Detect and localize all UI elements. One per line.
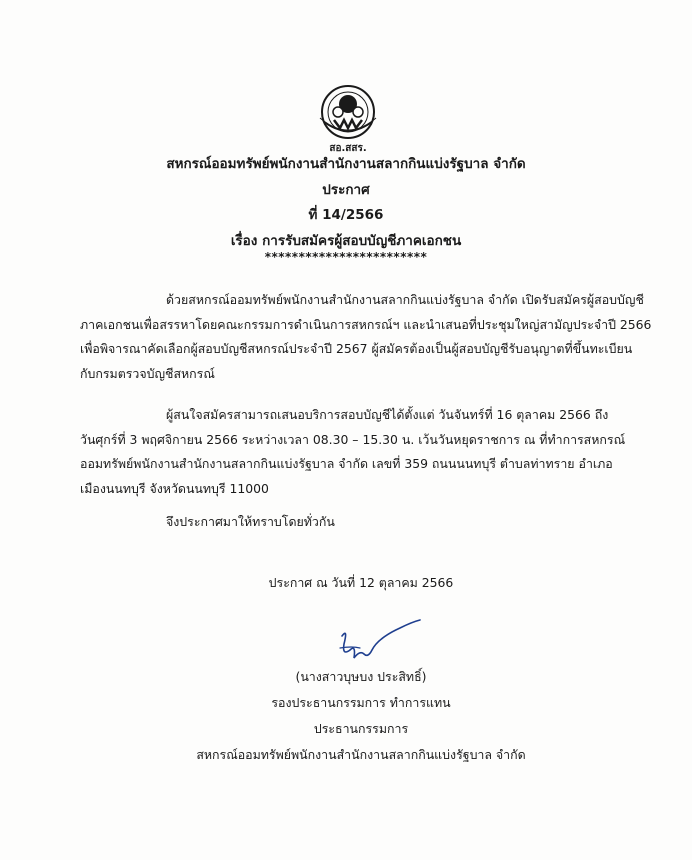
paragraph-1 (80, 288, 652, 386)
paragraph-line: กับกรมตรวจบัญชีสหกรณ์ (80, 365, 215, 381)
paragraph-line: ด้วยสหกรณ์ออมทรัพย์พนักงานสำนักงานสลากกินแบ่งรัฐบาล จำกัด เปิดรับสมัครผู้สอบบัญชี (166, 292, 644, 307)
paragraph-line: วันศุกร์ที่ 3 พฤศจิกายน 2566 ระหว่างเวลา 08.30 – 15.30 น. เว้นวันหยุดราชการ ณ ที่ทำการสหกรณ์ (80, 431, 626, 447)
divider: ************************ (264, 250, 428, 264)
announcement-date: ประกาศ ณ วันที่ 12 ตุลาคม 2566 (268, 575, 454, 590)
signer-name: (นางสาวบุษบง ประสิทธิ์) (295, 669, 427, 684)
paragraph-line: ภาคเอกชนเพื่อสรรหาโดยคณะกรรมการดำเนินการสหกรณ์ฯ และนำเสนอที่ประชุมใหญ่สามัญประจำปี 2566 (80, 316, 652, 332)
doc-number: ที่ 14/2566 (308, 207, 384, 223)
paragraph-line: เมืองนนทบุรี จังหวัดนนทบุรี 11000 (80, 480, 269, 496)
doc-subject: เรื่อง การรับสมัครผู้สอบบัญชีภาคเอกชน (230, 233, 462, 249)
paragraph-line: ผู้สนใจสมัครสามารถเสนอบริการสอบบัญชีได้ตั้งแต่ วันจันทร์ที่ 16 ตุลาคม 2566 ถึง (166, 407, 609, 422)
paragraph-3 (80, 510, 620, 535)
paragraph-2 (80, 403, 626, 501)
handwritten-signature (330, 614, 430, 674)
paragraph-line: เพื่อพิจารณาคัดเลือกผู้สอบบัญชีสหกรณ์ประจำปี 2567 ผู้สมัครต้องเป็นผู้สอบบัญชีรับอนุญาตที่ขึ้นทะเบียน (80, 341, 633, 357)
doc-type: ประกาศ (322, 182, 370, 198)
signer-position: รองประธานกรรมการ ทำการแทน (271, 695, 451, 710)
cooperative-logo (300, 82, 396, 154)
signer-position: ประธานกรรมการ (313, 721, 409, 736)
org-title: สหกรณ์ออมทรัพย์พนักงานสำนักงานสลากกินแบ่งรัฐบาล จำกัด (166, 156, 526, 172)
signer-organization: สหกรณ์ออมทรัพย์พนักงานสำนักงานสลากกินแบ่งรัฐบาล จำกัด (196, 747, 526, 762)
closing-line: จึงประกาศมาให้ทราบโดยทั่วกัน (166, 514, 335, 529)
paragraph-line: ออมทรัพย์พนักงานสำนักงานสลากกินแบ่งรัฐบาล จำกัด เลขที่ 359 ถนนนนทบุรี ตำบลท่าทราย อำเภอ (80, 456, 613, 472)
logo-abbr: สอ.สสร. (329, 143, 367, 154)
